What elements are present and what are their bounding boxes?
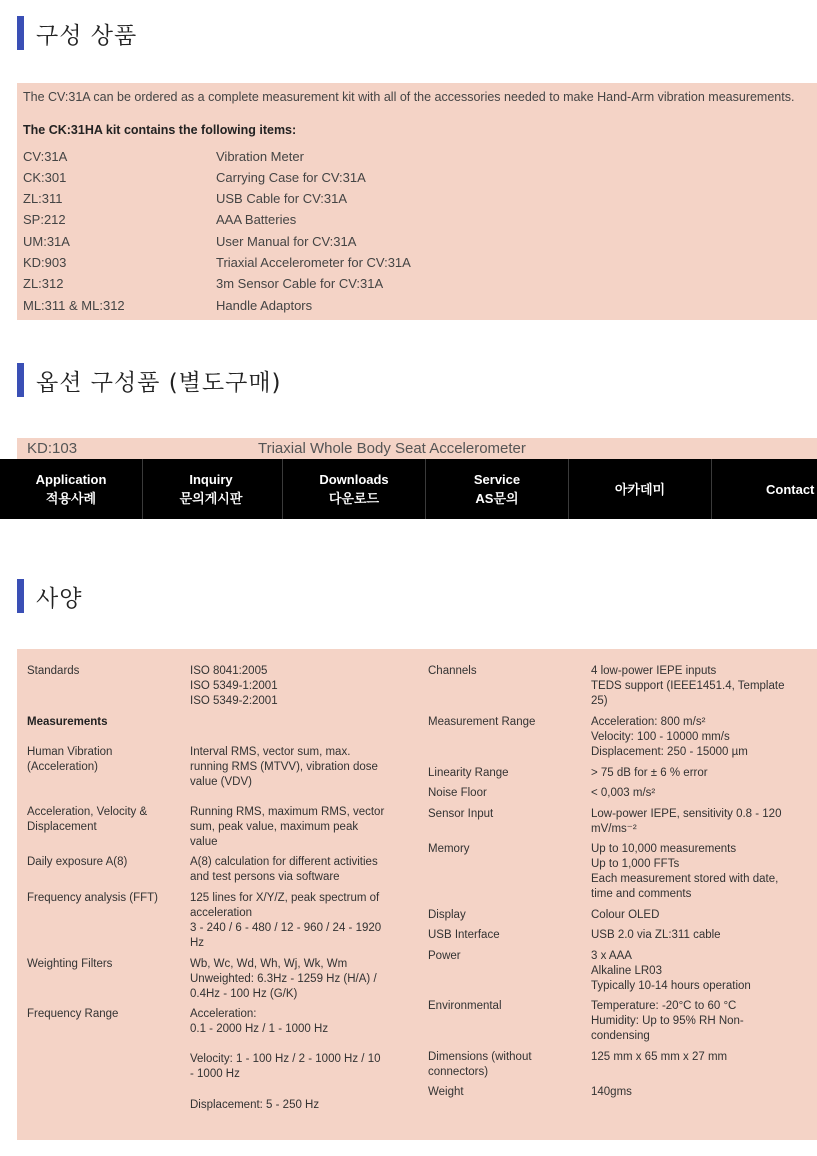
title-accent-bar — [17, 16, 24, 50]
section-title-specs — [17, 579, 82, 613]
nav-service[interactable] — [426, 459, 569, 519]
kit-item-code: ZL:311 — [23, 191, 63, 206]
kit-item-row — [23, 149, 803, 170]
kit-item-row — [23, 276, 803, 297]
kit-item-desc: Triaxial Accelerometer for CV:31A — [216, 255, 411, 270]
spec-label: Standards — [27, 665, 80, 677]
kit-item-desc: USB Cable for CV:31A — [216, 191, 348, 206]
spec-value: Displacement: 5 - 250 Hz — [190, 1099, 320, 1111]
spec-value: Temperature: -20°C to 60 °C Humidity: Up to 95% RH Non- condensing — [591, 1000, 744, 1042]
kit-item-code: UM:31A — [23, 234, 70, 249]
option-item-desc: Triaxial Whole Body Seat Accelerometer — [258, 440, 526, 457]
nav-label-en: Application — [35, 472, 107, 487]
option-item-code: KD:103 — [27, 440, 78, 457]
spec-value: Interval RMS, vector sum, max. running RMS (MTVV), vibration dose value (VDV) — [190, 746, 378, 788]
spec-value: Acceleration: 0.1 - 2000 Hz / 1 - 1000 Hz — [190, 1008, 329, 1035]
spec-label: Channels — [428, 665, 477, 677]
option-item-row — [17, 438, 817, 460]
kit-item-desc: AAA Batteries — [216, 212, 297, 227]
kit-item-desc: User Manual for CV:31A — [216, 234, 357, 249]
spec-label: Frequency Range — [27, 1008, 119, 1020]
nav-downloads[interactable] — [283, 459, 426, 519]
title-accent-bar — [17, 579, 24, 613]
section-title-text: 구성 상품 — [36, 22, 138, 49]
spec-value: Wb, Wc, Wd, Wh, Wj, Wk, Wm Unweighted: 6.3Hz - 1259 Hz (H/A) / 0.4Hz - 100 Hz (G/K) — [190, 958, 377, 1000]
kit-item-code: ML:311 & ML:312 — [23, 298, 125, 313]
spec-label: Environmental — [428, 1000, 502, 1012]
title-accent-bar — [17, 363, 24, 397]
spec-label: Noise Floor — [428, 787, 487, 799]
kit-intro-text: The CV:31A can be ordered as a complete measurement kit with all of the accessories needed to make Hand-Arm vibration measurements. — [23, 90, 795, 104]
spec-label: Power — [428, 950, 461, 962]
kit-item-row — [23, 298, 803, 319]
spec-value: 4 low-power IEPE inputs TEDS support (IEEE1451.4, Template 25) — [591, 665, 785, 707]
spec-value: Acceleration: 800 m/s² Velocity: 100 - 10000 mm/s Displacement: 250 - 15000 µm — [591, 716, 748, 758]
spec-label: Linearity Range — [428, 767, 509, 779]
kit-item-code: SP:212 — [23, 212, 66, 227]
spec-value: 140gms — [591, 1086, 632, 1098]
nav-label-ko: 적용사례 — [45, 491, 97, 506]
kit-item-desc: Carrying Case for CV:31A — [216, 170, 366, 185]
nav-label-en: Service — [473, 472, 521, 487]
spec-group-heading: Measurements — [27, 716, 108, 728]
spec-label: Frequency analysis (FFT) — [27, 892, 159, 904]
section-title-options — [17, 363, 282, 397]
spec-label: Daily exposure A(8) — [27, 856, 128, 868]
spec-value: > 75 dB for ± 6 % error — [591, 767, 708, 779]
spec-value: < 0,003 m/s² — [591, 787, 656, 799]
nav-contact[interactable] — [712, 459, 817, 519]
spec-label: Human Vibration (Acceleration) — [27, 746, 113, 773]
nav-inquiry[interactable] — [140, 459, 283, 519]
nav-label-ko: 문의게시판 — [179, 491, 243, 506]
section-title-components — [17, 16, 137, 50]
nav-label-ko: 다운로드 — [328, 491, 380, 506]
nav-label-en: Downloads — [319, 472, 389, 487]
quick-nav-bar — [0, 459, 817, 519]
spec-label: Memory — [428, 843, 470, 855]
kit-item-code: KD:903 — [23, 255, 67, 270]
nav-label-en: Inquiry — [189, 472, 233, 487]
spec-value: Velocity: 1 - 100 Hz / 2 - 1000 Hz / 10 - 1000 Hz — [190, 1053, 381, 1080]
kit-item-row — [23, 234, 803, 255]
kit-item-code: ZL:312 — [23, 276, 64, 291]
kit-item-row — [23, 212, 803, 233]
kit-item-code: CV:31A — [23, 149, 68, 164]
spec-value: 125 mm x 65 mm x 27 mm — [591, 1051, 728, 1063]
spec-value: 3 x AAA Alkaline LR03 Typically 10-14 hours operation — [591, 950, 751, 992]
spec-label: USB Interface — [428, 929, 500, 941]
nav-label-ko: AS문의 — [475, 491, 519, 506]
kit-item-row — [23, 255, 803, 276]
kit-item-desc: Handle Adaptors — [216, 298, 313, 313]
nav-academy[interactable] — [569, 459, 712, 519]
spec-label: Weighting Filters — [27, 958, 113, 970]
spec-label: Display — [428, 909, 466, 921]
spec-label: Dimensions (without connectors) — [428, 1051, 532, 1078]
kit-contents-panel — [17, 83, 817, 320]
spec-label: Measurement Range — [428, 716, 536, 728]
spec-value: Up to 10,000 measurements Up to 1,000 FFTs Each measurement stored with date, time and comments — [591, 843, 779, 900]
kit-item-row — [23, 191, 803, 212]
kit-item-desc: 3m Sensor Cable for CV:31A — [216, 276, 384, 291]
nav-label-en: Contact — [766, 481, 815, 497]
kit-item-row — [23, 170, 803, 191]
kit-heading: The CK:31HA kit contains the following items: — [23, 123, 297, 137]
section-title-text: 사양 — [36, 585, 83, 612]
spec-value: Colour OLED — [591, 909, 660, 921]
spec-label: Sensor Input — [428, 808, 494, 820]
spec-value: ISO 8041:2005 ISO 5349-1:2001 ISO 5349-2:2001 — [190, 665, 278, 707]
spec-value: Low-power IEPE, sensitivity 0.8 - 120 mV/ms⁻² — [591, 808, 782, 835]
nav-application[interactable] — [0, 459, 143, 519]
spec-label: Acceleration, Velocity & Displacement — [27, 806, 148, 833]
section-title-text: 옵션 구성품 (별도구매) — [36, 369, 282, 396]
spec-value: A(8) calculation for different activities and test persons via software — [190, 856, 378, 883]
kit-item-desc: Vibration Meter — [216, 149, 304, 164]
nav-label-ko: 아카데미 — [614, 481, 666, 497]
spec-label: Weight — [428, 1086, 464, 1098]
spec-value: 125 lines for X/Y/Z, peak spectrum of acceleration 3 - 240 / 6 - 480 / 12 - 960 / 24 - 1920 Hz — [190, 892, 382, 949]
specifications-panel — [17, 649, 817, 1140]
spec-value: USB 2.0 via ZL:311 cable — [591, 929, 721, 941]
spec-value: Running RMS, maximum RMS, vector sum, peak value, maximum peak value — [190, 806, 385, 848]
kit-item-code: CK:301 — [23, 170, 67, 185]
